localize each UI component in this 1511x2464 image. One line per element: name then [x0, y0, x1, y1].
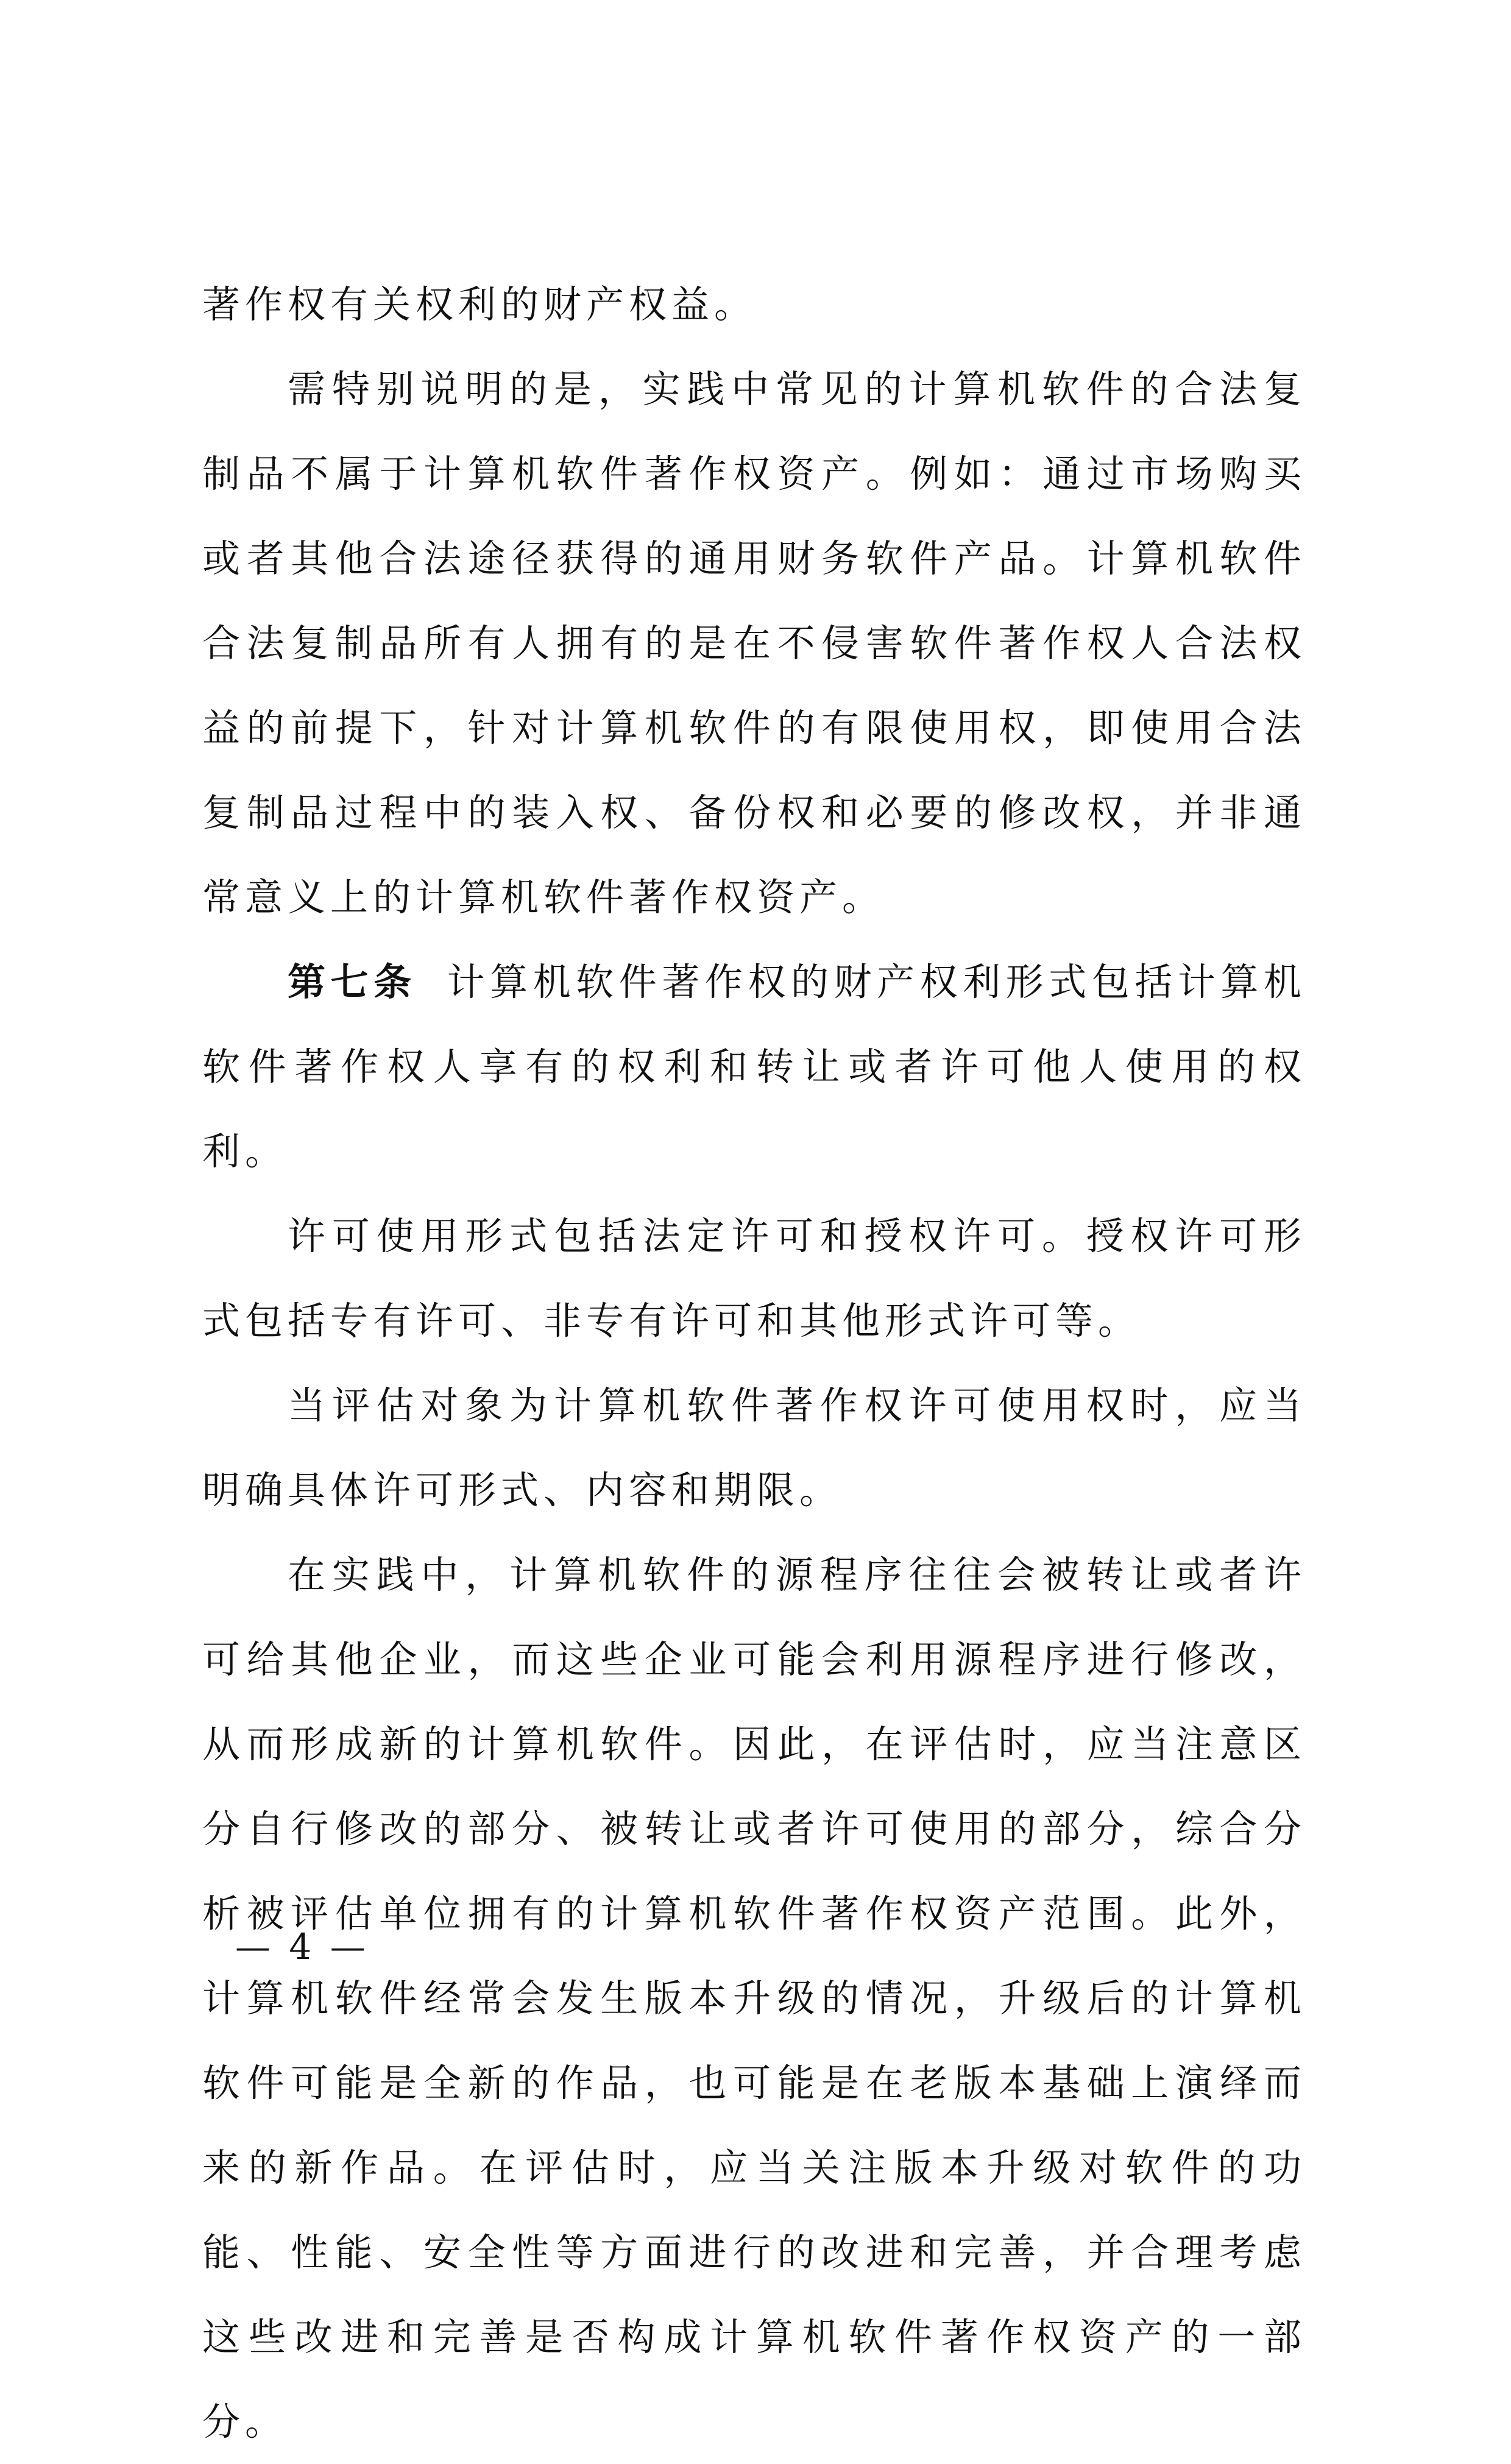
paragraph-practice: 在实践中，计算机软件的源程序往往会被转让或者许可给其他企业，而这些企业可能会利用源程序进行修改，从而形成新的计算机软件。因此，在评估时，应当注意区分自行修改的部分、被转让或者许可使用的部分，综合分析被评估单位拥有的计算机软件著作权资产范围。此外，计算机软件经常会发生版本升级的情况，升级后的计算机软件可能是全新的作品，也可能是在老版本基础上演绎而来的新作品。在评估时，应当关注版本升级对软件的功能、性能、安全性等方面进行的改进和完善，并合理考虑这些改进和完善是否构成计算机软件著作权资产的一部分。	[202, 1552, 1306, 2444]
paragraph-article-7	[202, 940, 1306, 1194]
paragraph-license-evaluation: 当评估对象为计算机软件著作权许可使用权时，应当明确具体许可形式、内容和期限。	[202, 1383, 1306, 1512]
page-number: — 4 —	[235, 1926, 369, 1967]
article-7-text: 计算机软件著作权的财产权利形式包括计算机软件著作权人享有的权利和转让或者许可他人使用的权利。	[202, 960, 1306, 1174]
paragraph-software-copies: 需特别说明的是，实践中常见的计算机软件的合法复制品不属于计算机软件著作权资产。例如：通过市场购买或者其他合法途径获得的通用财务软件产品。计算机软件合法复制品所有人拥有的是在不侵害软件著作权人合法权益的前提下，针对计算机软件的有限使用权，即使用合法复制品过程中的装入权、备份权和必要的修改权，并非通常意义上的计算机软件著作权资产。	[202, 367, 1306, 919]
document-body	[202, 262, 1306, 2464]
paragraph-license-forms: 许可使用形式包括法定许可和授权许可。授权许可形式包括专有许可、非专有许可和其他形式许可等。	[202, 1214, 1306, 1343]
paragraph-continuation: 著作权有关权利的财产权益。	[202, 282, 757, 327]
article-heading: 第七条	[288, 960, 417, 1004]
